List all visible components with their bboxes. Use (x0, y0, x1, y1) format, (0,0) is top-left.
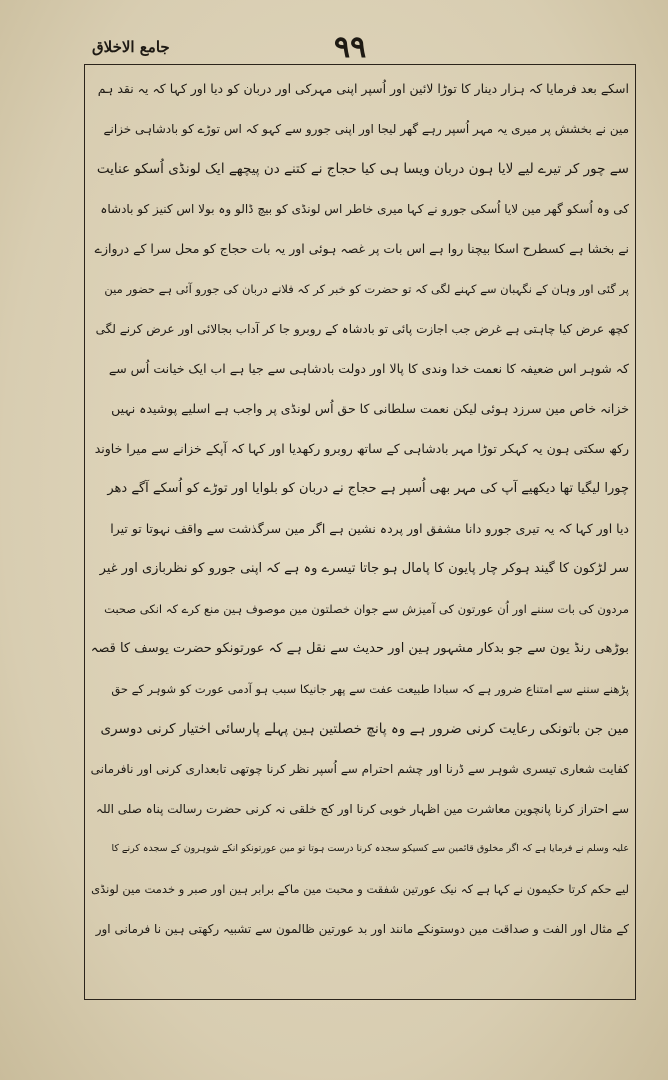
text-line: دیا اور کہا کہ یہ تیری جورو دانا مشفق اور پردہ نشین ہے اگر مین سرگذشت سے واقف نہوتا تو تیرا (110, 521, 629, 536)
text-line: مین جن باتونکی رعایت کرنی ضرور ہے وہ پانچ خصلتین ہین پہلے پارسائی اختیار کرنی دوسری (100, 721, 629, 737)
page-number: ۹۹ (334, 30, 367, 65)
text-line: سے چور کر تیرے لیے لایا ہون دربان ویسا ہی کیا حجاج نے کتنے دن پیچھے ایک لونڈی اُسکو عنایت (96, 161, 629, 177)
text-line: مین نے بخشش پر میری یہ مہر اُسپر رہے گھر لیجا اور اپنی جورو سے کہو کہ اس توڑے کو بادشاہی خزانے (103, 122, 629, 136)
text-line: کہ شوہر اس ضعیفہ کا نعمت خدا وندی کا پالا اور دولت بادشاہی سے جیا ہے اب ایک خیانت اُس سے (108, 361, 629, 376)
running-title: جامع الاخلاق (92, 38, 170, 56)
text-line: علیہ وسلم نے فرمایا ہے کہ اگر مخلوق قائمین سے کسیکو سجدہ کرنا درست ہوتا تو مین عورتونکو انکے شوہرون کے سجدہ کرنے کا (111, 843, 629, 854)
text-frame (84, 64, 636, 1000)
text-line: اسکے بعد فرمایا کہ ہزار دینار کا توڑا لائین اور اُسپر اپنی مہرکی اور دربان کو دیا اور کہا کہ یہ نقد ہم (97, 81, 629, 96)
text-line: پر گئی اور وہان کے نگہبان سے کہنے لگی کہ تو حضرت کو خبر کر کہ فلانے دربان کی جورو آئی ہے حضور مین (104, 282, 629, 296)
text-line: کے مثال اور الفت و صداقت مین دوستونکے مانند اور بد عورتین ظالمون سے تشبیہ رکھتی ہین نا فرمانی اور (95, 922, 629, 936)
page-header (84, 30, 632, 66)
text-line: کی وہ اُسکو گھر مین لایا اُسکی جورو نے کہا میری خاطر اس لونڈی کو بیچ ڈالو وہ بولا اس کنیز کو بادشاہ (100, 202, 629, 216)
text-line: سے احتراز کرنا پانچوین معاشرت مین اظہار خوبی کرنا اور کج خلقی نہ کرنی حضرت رسالت پناہ صلی اللہ (95, 802, 629, 816)
text-line: لیے حکم کرتا حکیمون نے کہا ہے کہ نیک عورتین شفقت و محبت مین ماکے برابر ہین اور صبر و خدمت مین لونڈی (91, 882, 629, 896)
text-line: پڑھنے سننے سے امتناع ضرور ہے کہ سبادا طبیعت عفت سے پھر جانیکا سبب ہو آدمی عورت کو شوہر کے حق (111, 682, 629, 696)
body-text (91, 69, 629, 949)
text-line: خزانہ خاص مین سرزد ہوئی لیکن نعمت سلطانی کا حق اُس لونڈی پر واجب ہے اسلیے پوشیدہ نہیں (111, 401, 629, 416)
text-line: کفایت شعاری تیسری شوہر سے ڈرنا اور چشم احترام سے اُسپر نظر کرنا چوتھی تابعداری کرنی اور نافرمانی (91, 762, 629, 776)
text-line: سر لڑکون کا گیند ہوکر چار پایون کا پامال ہو جاتا تیسرے وہ ہے کہ اپنی جورو کو نظربازی اور غیر (99, 561, 629, 576)
text-line: رکھ سکتی ہون یہ کہکر توڑا مہر بادشاہی کے ساتھ روبرو رکھدیا اور کہا کہ آپکے خزانے سے میرا خاوند (94, 441, 629, 456)
text-line: بوڑھی رنڈ یون سے جو بدکار مشہور ہین اور حدیث سے نقل ہے کہ عورتونکو حضرت یوسف کا قصہ (91, 641, 629, 656)
text-line: مردون کی بات سننے اور اُن عورتون کی آمیزش سے جوان خصلتون مین موصوف ہین منع کرے کہ انکی صحبت (104, 602, 629, 616)
text-line: کچھ عرض کیا چاہتی ہے غرض جب اجازت پائی تو بادشاہ کے روبرو جا کر آداب بجالائی اور عرض کرنے لگی (95, 322, 629, 336)
text-line: چورا لیگیا تھا دیکھیے آپ کی مہر بھی اُسپر ہے حجاج نے دربان کو بلوایا اور توڑے کو اُسکے آگے دھر (107, 481, 629, 496)
text-line: نے بخشا ہے کسطرح اسکا بیچنا روا ہے اس بات پر غصہ ہوئی اور یہ بات حجاج کو محل سرا کے دروازے (94, 241, 629, 256)
